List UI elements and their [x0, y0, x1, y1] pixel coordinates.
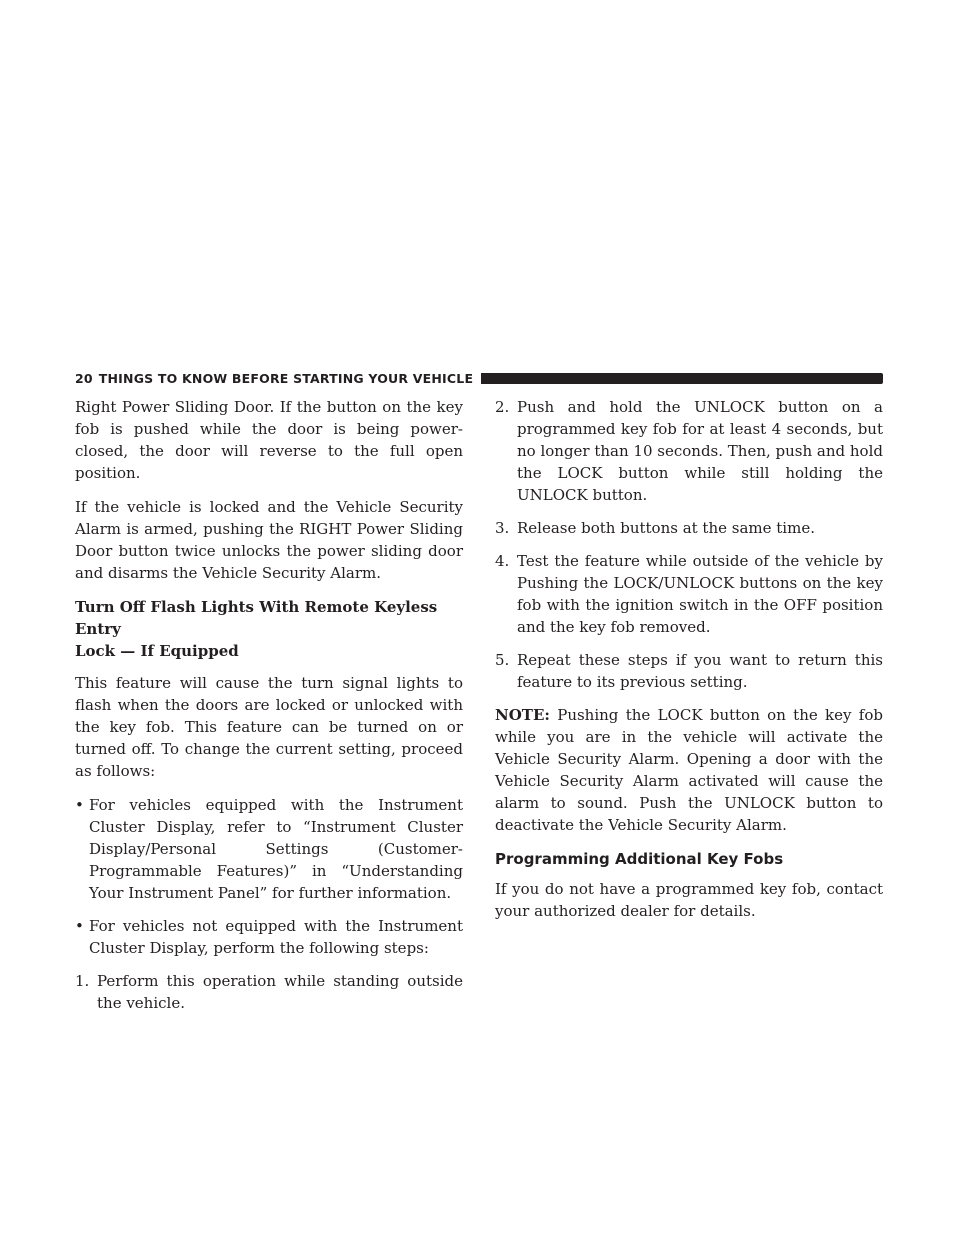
bullet-item	[75, 915, 463, 959]
step-text: Push and hold the UNLOCK button on a programmed key fob for at least 4 seconds, but no longer than 10 seconds. Then, push and hold the LOCK button while still holding the UNLOCK button.	[517, 398, 883, 504]
step-text: Perform this operation while standing outside the vehicle.	[97, 972, 463, 1012]
step-number: 4.	[495, 552, 510, 570]
numbered-step	[495, 517, 883, 539]
numbered-step	[495, 550, 883, 638]
section-heading	[75, 596, 463, 662]
numbered-step	[495, 649, 883, 693]
bullet-text: For vehicles equipped with the Instrument Cluster Display, refer to “Instrument Cluster Display/Personal Settings (Customer-Programmable Features)” in “Understanding Your Instrument Panel” for further information.	[89, 796, 463, 902]
note-label: NOTE:	[495, 706, 550, 724]
bullet-text: For vehicles not equipped with the Instrument Cluster Display, perform the following steps:	[89, 917, 463, 957]
note-text: Pushing the LOCK button on the key fob while you are in the vehicle will activate the Vehicle Security Alarm. Opening a door with the Vehicle Security Alarm activated will cause the alarm to sound. Push the UNLOCK button to deactivate the Vehicle Security Alarm.	[495, 706, 883, 834]
step-number: 1.	[75, 972, 90, 990]
right-column	[495, 396, 883, 934]
step-text: Test the feature while outside of the vehicle by Pushing the LOCK/UNLOCK buttons on the key fob with the ignition switch in the OFF position and the key fob removed.	[517, 552, 883, 636]
paragraph: If you do not have a programmed key fob, contact your authorized dealer for details.	[495, 880, 883, 920]
header-rule	[481, 373, 883, 384]
step-text: Release both buttons at the same time.	[517, 519, 815, 537]
step-number: 3.	[495, 519, 510, 537]
step-text: Repeat these steps if you want to return this feature to its previous setting.	[517, 651, 883, 691]
bullet-icon: •	[75, 917, 84, 935]
paragraph: Right Power Sliding Door. If the button on the key fob is pushed while the door is being power-closed, the door will reverse to the full open position.	[75, 398, 463, 482]
paragraph: This feature will cause the turn signal lights to flash when the doors are locked or unlocked with the key fob. This feature can be turned on or turned off. To change the current setting, proceed as follows:	[75, 674, 463, 780]
left-column	[75, 396, 463, 1025]
page-number: 20	[75, 370, 93, 386]
section-title: THINGS TO KNOW BEFORE STARTING YOUR VEHICLE	[98, 370, 474, 386]
bullet-item	[75, 794, 463, 904]
section-heading: Programming Additional Key Fobs	[495, 850, 784, 868]
bullet-icon: •	[75, 796, 84, 814]
heading-line: Turn Off Flash Lights With Remote Keyless Entry	[75, 598, 438, 638]
step-number: 5.	[495, 651, 510, 669]
paragraph: If the vehicle is locked and the Vehicle Security Alarm is armed, pushing the RIGHT Power Sliding Door button twice unlocks the power sliding door and disarms the Vehicle Security Alarm.	[75, 498, 463, 582]
heading-line: Lock — If Equipped	[75, 642, 239, 660]
numbered-step	[495, 396, 883, 506]
note-paragraph	[495, 704, 883, 836]
step-number: 2.	[495, 398, 510, 416]
page-header	[75, 370, 883, 386]
numbered-step	[75, 970, 463, 1014]
